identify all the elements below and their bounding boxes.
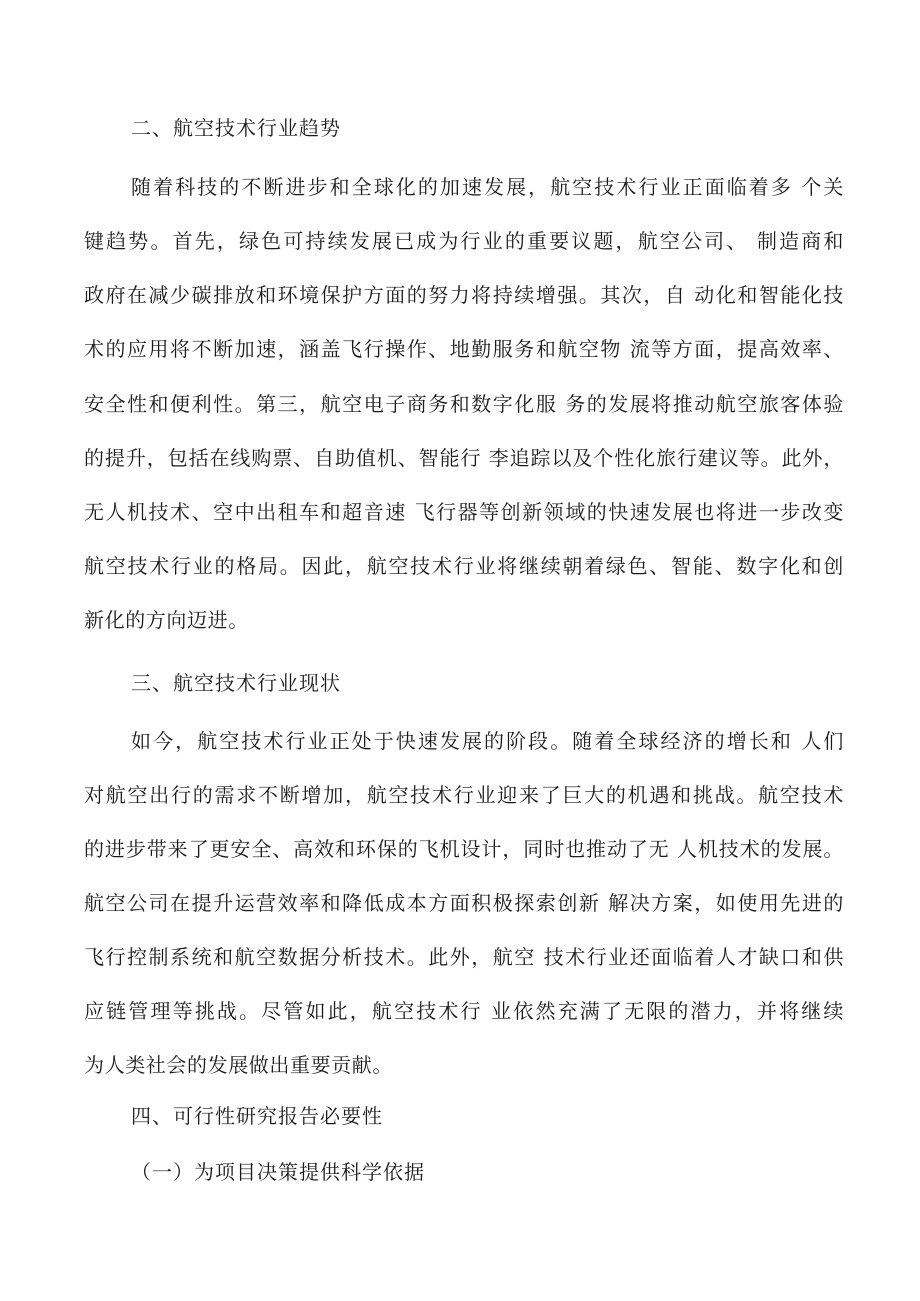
paragraph-line: 的进步带来了更安全、高效和环保的飞机设计，同时也推动了无 人机技术的发展。: [84, 837, 844, 861]
paragraph-line: 如今，航空技术行业正处于快速发展的阶段。随着全球经济的增长和 人们: [131, 729, 844, 753]
paragraph-line: 航空公司在提升运营效率和降低成本方面积极探索创新 解决方案，如使用先进的: [84, 891, 844, 915]
paragraph-line: 术的应用将不断加速，涵盖飞行操作、地勤服务和航空物 流等方面，提高效率、: [84, 337, 844, 361]
paragraph-line: 为人类社会的发展做出重要贡献。: [84, 1053, 393, 1077]
paragraph-line: 航空技术行业的格局。因此，航空技术行业将继续朝着绿色、智能、数字化和创: [84, 554, 844, 578]
paragraph-line: 无人机技术、空中出租车和超音速 飞行器等创新领域的快速发展也将进一步改变: [84, 500, 844, 524]
section-heading-status: 三、航空技术行业现状: [131, 671, 341, 695]
paragraph-line: 的提升，包括在线购票、自助值机、智能行 李追踪以及个性化旅行建议等。此外，: [84, 446, 844, 470]
paragraph-line: 政府在减少碳排放和环境保护方面的努力将持续增强。其次，自 动化和智能化技: [84, 283, 844, 307]
paragraph-line: 随着科技的不断进步和全球化的加速发展，航空技术行业正面临着多 个关: [131, 175, 844, 199]
paragraph-line: 新化的方向迈进。: [84, 608, 249, 632]
section-heading-necessity: 四、可行性研究报告必要性: [131, 1104, 383, 1128]
paragraph-line: 对航空出行的需求不断增加，航空技术行业迎来了巨大的机遇和挑战。航空技术: [84, 783, 844, 807]
paragraph-line: 键趋势。首先，绿色可持续发展已成为行业的重要议题，航空公司、 制造商和: [84, 229, 844, 253]
paragraph-line: 安全性和便利性。第三，航空电子商务和数字化服 务的发展将推动航空旅客体验: [84, 392, 844, 416]
paragraph-line: 应链管理等挑战。尽管如此，航空技术行 业依然充满了无限的潜力，并将继续: [84, 999, 844, 1023]
paragraph-line: 飞行控制系统和航空数据分析技术。此外，航空 技术行业还面临着人才缺口和供: [84, 945, 844, 969]
section-heading-trends: 二、航空技术行业趋势: [131, 116, 341, 140]
subsection-heading: （一）为项目决策提供科学依据: [131, 1160, 425, 1184]
